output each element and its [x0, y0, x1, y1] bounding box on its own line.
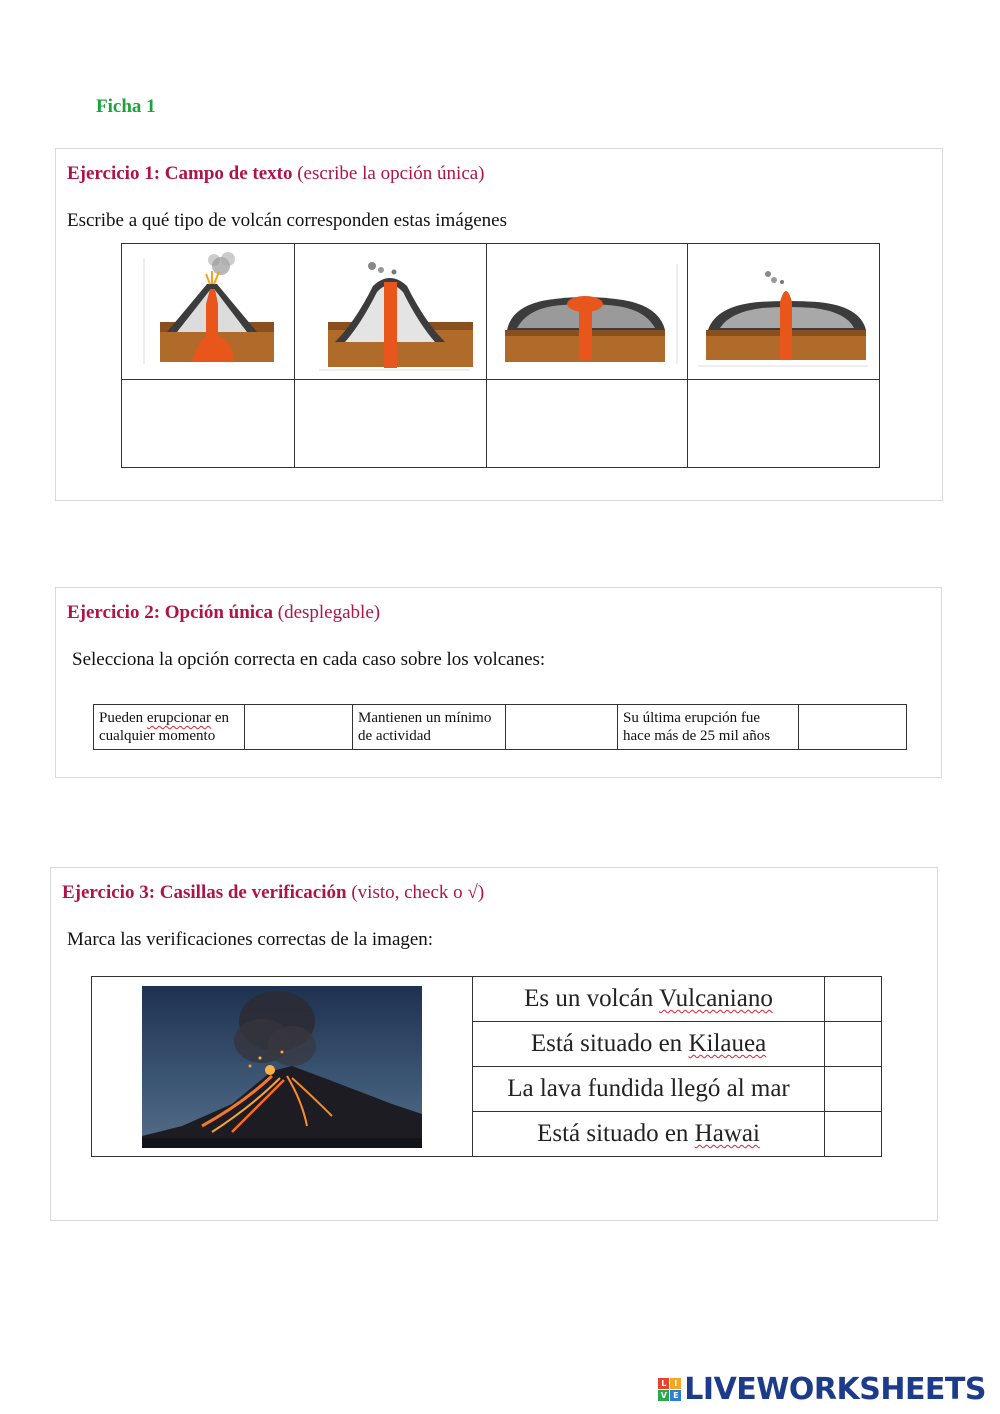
- cinder-cone-icon: [295, 244, 483, 374]
- volcano-image-cell: [688, 244, 880, 380]
- statement-cell: Mantienen un mínimo de actividad: [353, 705, 506, 750]
- dropdown-select-3[interactable]: [799, 705, 907, 750]
- statement-cell: Su última erupción fue hace más de 25 mil años: [618, 705, 799, 750]
- statement-cell: Pueden erupcionar en cualquier momento: [94, 705, 245, 750]
- volcano-image-cell: [122, 244, 295, 380]
- volcano-types-table: [121, 243, 880, 468]
- checkbox-4[interactable]: [825, 1112, 882, 1157]
- exercise-3-instruction: Marca las verificaciones correctas de la imagen:: [67, 929, 434, 950]
- erupting-volcano-photo: [142, 986, 422, 1148]
- exercise-2-title: Ejercicio 2: Opción única (desplegable): [67, 602, 381, 623]
- checkbox-table: [91, 976, 882, 1157]
- checkbox-3[interactable]: [825, 1067, 882, 1112]
- answer-input-2[interactable]: [295, 380, 487, 468]
- logo-grid-icon: L I V E: [658, 1378, 681, 1401]
- option-label-3: La lava fundida llegó al mar: [473, 1067, 825, 1112]
- volcano-photo-cell: [92, 977, 473, 1157]
- stratovolcano-icon: [122, 244, 292, 374]
- exercise-3-title: Ejercicio 3: Casillas de verificación (visto, check o √): [62, 882, 485, 903]
- dropdown-select-1[interactable]: [245, 705, 353, 750]
- exercise-3-panel: [50, 867, 938, 1221]
- option-label-4: Está situado en Hawai: [473, 1112, 825, 1157]
- checkbox-1[interactable]: [825, 977, 882, 1022]
- volcano-image-cell: [295, 244, 487, 380]
- shield-volcano-icon: [487, 244, 685, 374]
- answer-input-3[interactable]: [486, 380, 688, 468]
- option-label-1: Es un volcán Vulcaniano: [473, 977, 825, 1022]
- answer-input-4[interactable]: [688, 380, 880, 468]
- dropdown-select-2[interactable]: [506, 705, 618, 750]
- exercise-1-panel: [55, 148, 943, 501]
- exercise-1-title: Ejercicio 1: Campo de texto (escribe la opción única): [67, 163, 485, 184]
- liveworksheets-logo: [658, 1372, 986, 1407]
- dropdown-table: [93, 704, 907, 750]
- exercise-2-panel: [55, 587, 942, 778]
- dome-volcano-icon: [688, 244, 876, 374]
- answer-input-1[interactable]: [122, 380, 295, 468]
- option-label-2: Está situado en Kilauea: [473, 1022, 825, 1067]
- logo-text: LIVEWORKSHEETS: [684, 1372, 986, 1407]
- volcano-image-cell: [486, 244, 688, 380]
- exercise-1-instruction: Escribe a qué tipo de volcán corresponden estas imágenes: [67, 210, 508, 231]
- checkbox-2[interactable]: [825, 1022, 882, 1067]
- worksheet-title: Ficha 1: [96, 96, 156, 117]
- exercise-2-instruction: Selecciona la opción correcta en cada caso sobre los volcanes:: [72, 649, 546, 670]
